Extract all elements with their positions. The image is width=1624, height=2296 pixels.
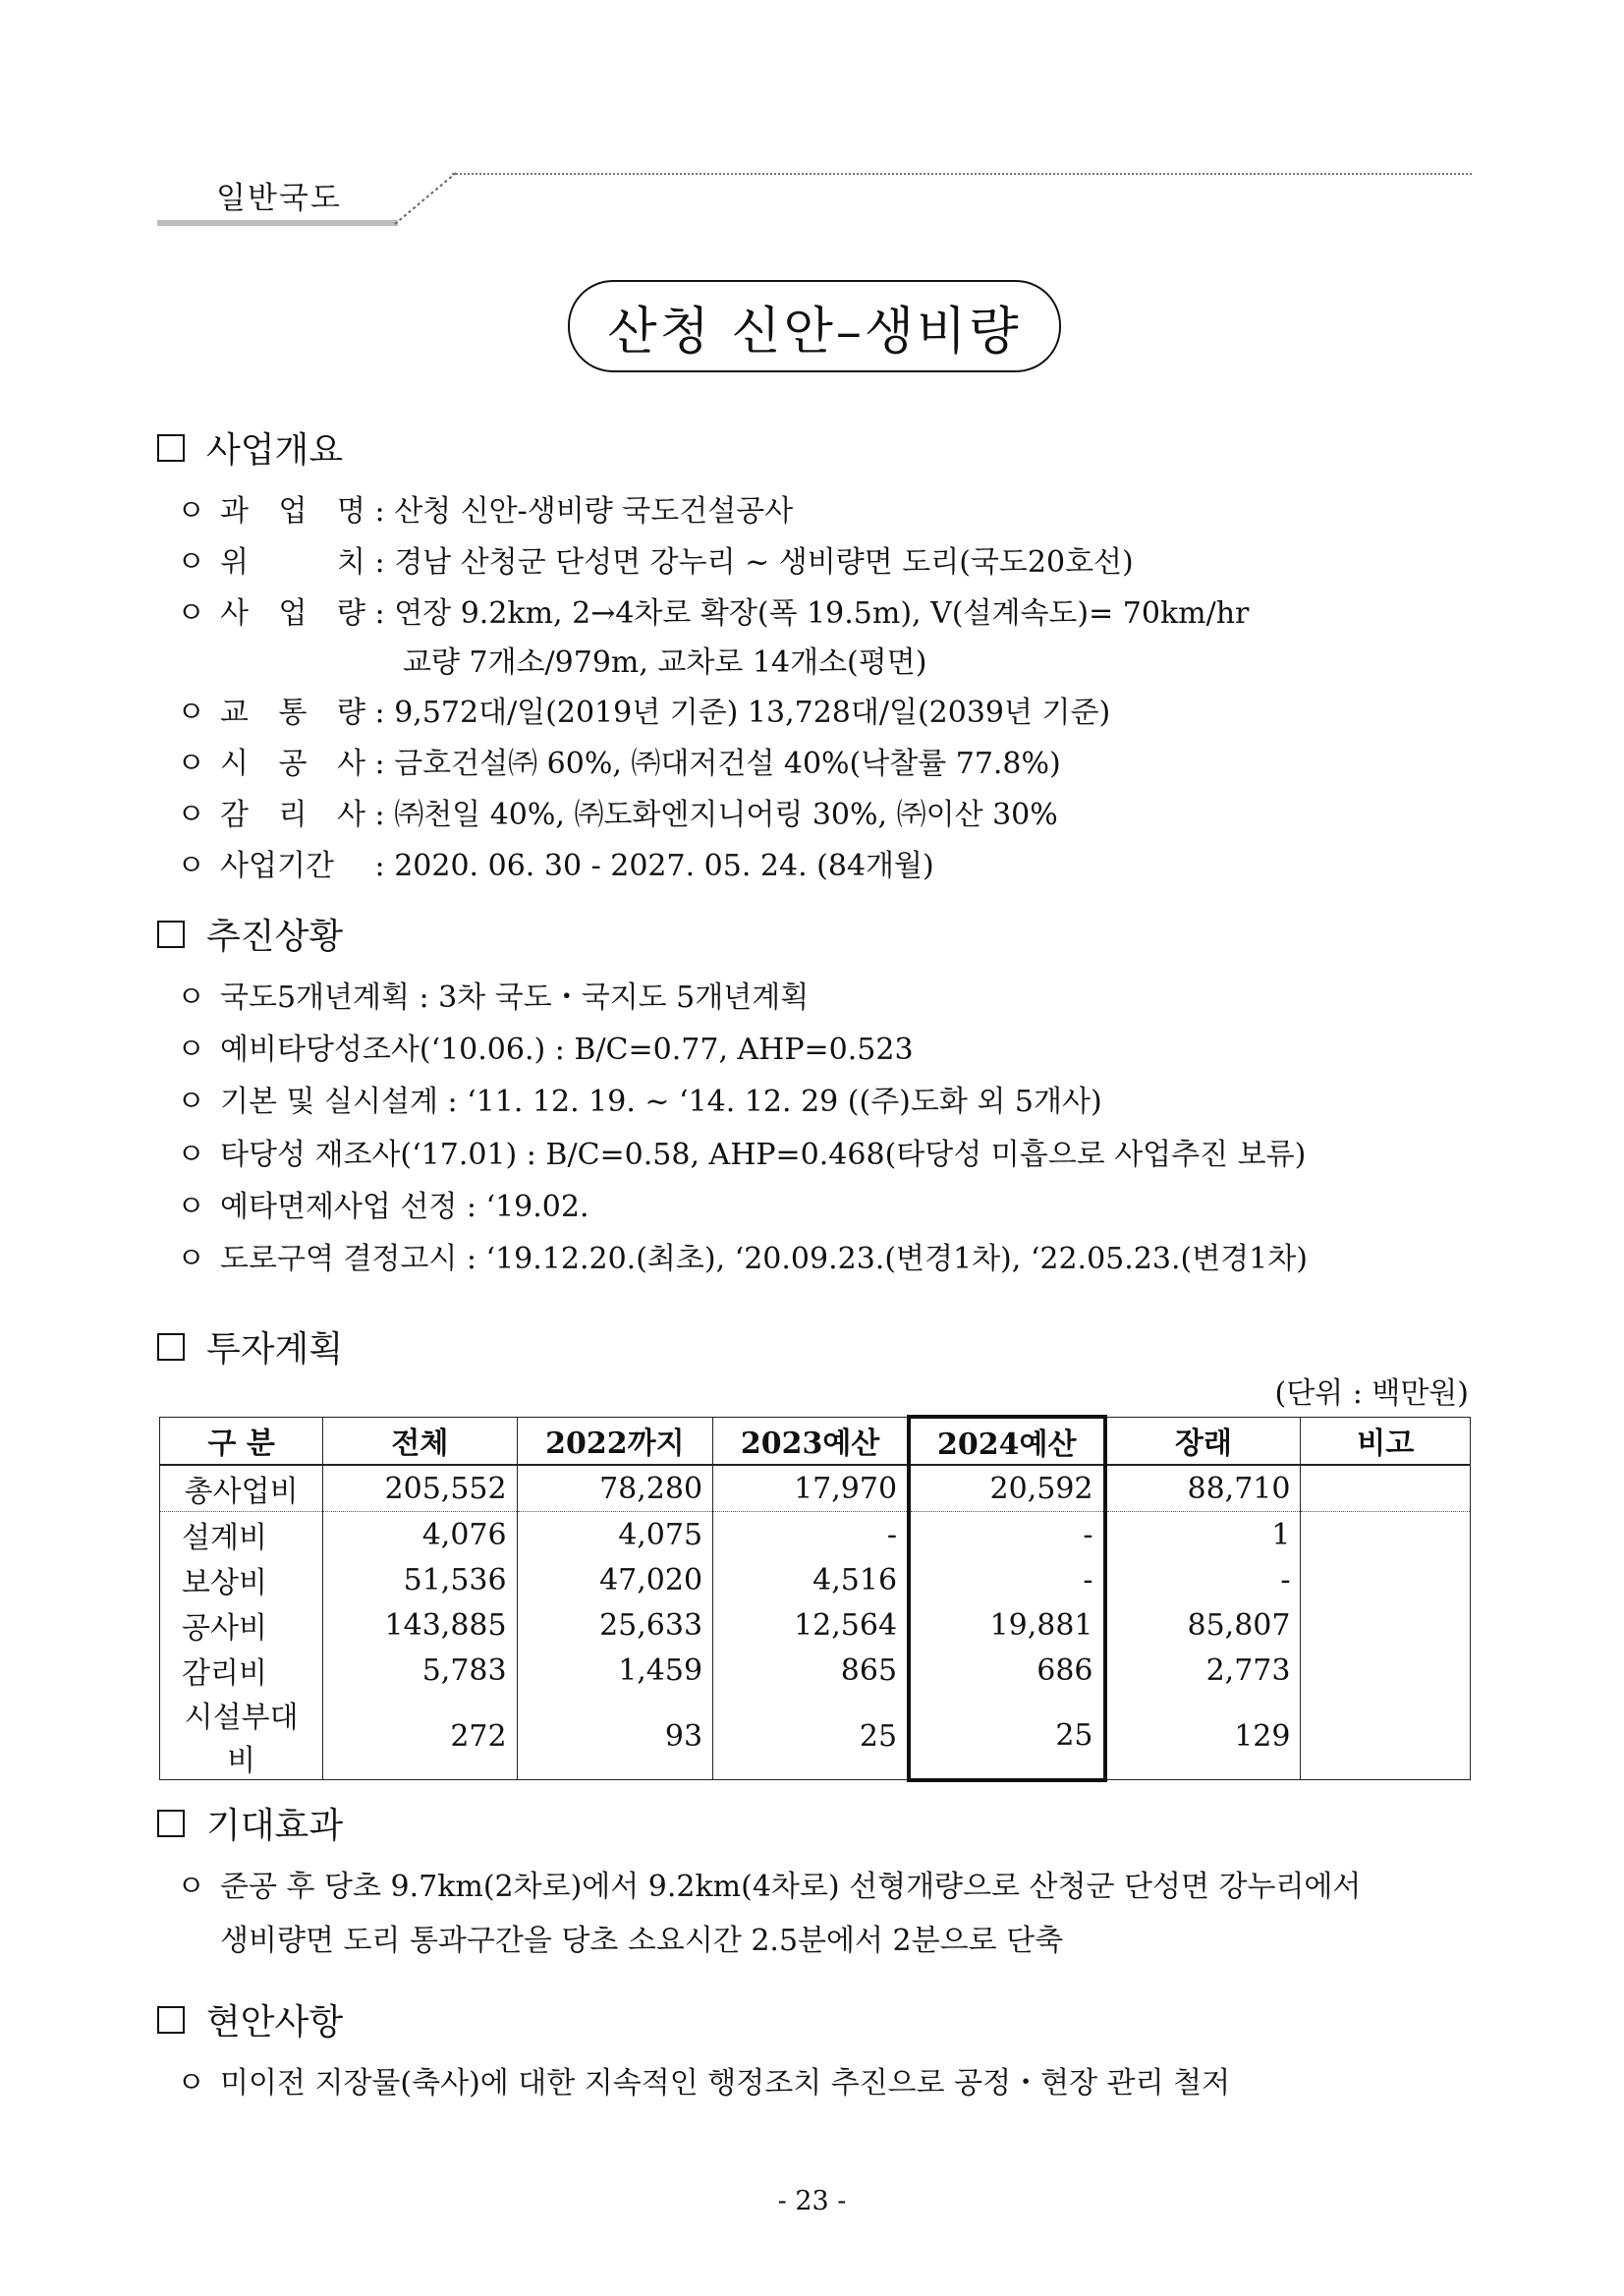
table-cell: 93 [517, 1693, 712, 1780]
checkbox-square-icon [157, 1333, 185, 1361]
table-cell [1301, 1648, 1471, 1693]
header-underline [157, 220, 398, 226]
bullet-icon: ㅇ [177, 849, 205, 883]
overview-item: ㅇ 교 통 량 : 9,572대/일(2019년 기준) 13,728대/일(2039년 기준) [177, 688, 1110, 731]
checkbox-square-icon [157, 2006, 185, 2034]
section-progress-title: 추진상황 [206, 917, 344, 957]
table-cell: 1 [1105, 1512, 1301, 1558]
effects-item: ㅇ 준공 후 당초 9.7km(2차로)에서 9.2km(4차로) 선형개량으로 산청군 단성면 강누리에서 [177, 1862, 1361, 1905]
bullet-icon: ㅇ [177, 1242, 205, 1276]
table-cell: - [909, 1557, 1104, 1602]
bullet-icon: ㅇ [177, 1085, 205, 1119]
table-cell: 20,592 [909, 1465, 1104, 1512]
header-label: 일반국도 [216, 181, 342, 216]
table-cell: 129 [1105, 1693, 1301, 1780]
section-investment [157, 1321, 343, 1372]
table-cell: 설계비 [160, 1512, 323, 1558]
table-header-cell: 전체 [323, 1417, 517, 1465]
table-header-cell-highlighted: 2024예산 [909, 1417, 1104, 1465]
table-cell: 5,783 [323, 1648, 517, 1693]
table-cell: 4,516 [713, 1557, 909, 1602]
table-cell: 686 [909, 1648, 1104, 1693]
progress-item: ㅇ 도로구역 결정고시 : ‘19.12.20.(최초), ‘20.09.23.(변경1차), ‘22.05.23.(변경1차) [177, 1234, 1308, 1277]
table-cell: 143,885 [323, 1602, 517, 1648]
checkbox-square-icon [157, 1810, 185, 1837]
table-cell: 감리비 [160, 1648, 323, 1693]
bullet-icon: ㅇ [177, 1033, 205, 1067]
issues-item: ㅇ 미이전 지장물(축사)에 대한 지속적인 행정조치 추진으로 공정・현장 관리 철저 [177, 2058, 1230, 2101]
table-row [160, 1465, 1471, 1512]
table-cell [1301, 1602, 1471, 1648]
progress-item: ㅇ 예비타당성조사(‘10.06.) : B/C=0.77, AHP=0.523 [177, 1025, 914, 1068]
table-cell: 4,076 [323, 1512, 517, 1558]
table-cell: 12,564 [713, 1602, 909, 1648]
table-header-cell: 구 분 [160, 1417, 323, 1465]
header-slash-decoration [391, 169, 460, 226]
table-cell: 시설부대비 [160, 1693, 323, 1780]
table-cell: 25,633 [517, 1602, 712, 1648]
table-cell: 25 [713, 1693, 909, 1780]
table-header-cell: 비고 [1301, 1417, 1471, 1465]
table-row [160, 1557, 1471, 1602]
table-cell: 865 [713, 1648, 909, 1693]
table-header-cell: 2022까지 [517, 1417, 712, 1465]
overview-item: ㅇ 과 업 명 : 산청 신안-생비량 국도건설공사 [177, 486, 793, 530]
progress-item: ㅇ 예타면제사업 선정 : ‘19.02. [177, 1182, 589, 1225]
table-cell: 공사비 [160, 1602, 323, 1648]
table-cell: 88,710 [1105, 1465, 1301, 1512]
bullet-icon: ㅇ [177, 1870, 205, 1904]
section-effects-title: 기대효과 [206, 1806, 344, 1846]
section-overview [157, 422, 343, 473]
table-cell: - [1105, 1557, 1301, 1602]
bullet-icon: ㅇ [177, 2066, 205, 2100]
table-cell [1301, 1557, 1471, 1602]
table-cell: 총사업비 [160, 1465, 323, 1512]
section-investment-title: 투자계획 [206, 1329, 344, 1370]
table-cell: 205,552 [323, 1465, 517, 1512]
bullet-icon: ㅇ [177, 545, 205, 580]
page-number: - 23 - [777, 2186, 847, 2216]
bullet-icon: ㅇ [177, 980, 205, 1015]
table-cell: 17,970 [713, 1465, 909, 1512]
progress-item: ㅇ 기본 및 실시설계 : ‘11. 12. 19. ~ ‘14. 12. 29 ((주)도화 외 5개사) [177, 1077, 1102, 1120]
table-header-cell: 2023예산 [713, 1417, 909, 1465]
section-progress [157, 909, 343, 959]
header-dotted-line [452, 173, 1472, 175]
page-title [568, 280, 1061, 372]
bullet-icon: ㅇ [177, 494, 205, 529]
table-cell: 19,881 [909, 1602, 1104, 1648]
progress-item: ㅇ 타당성 재조사(‘17.01) : B/C=0.58, AHP=0.468(타당성 미흡으로 사업추진 보류) [177, 1130, 1306, 1173]
table-cell: 51,536 [323, 1557, 517, 1602]
overview-item: ㅇ 감 리 사 : ㈜천일 40%, ㈜도화엔지니어링 30%, ㈜이산 30% [177, 790, 1058, 833]
table-cell: 2,773 [1105, 1648, 1301, 1693]
table-cell [1301, 1512, 1471, 1558]
section-effects [157, 1798, 343, 1848]
overview-item: ㅇ 시 공 사 : 금호건설㈜ 60%, ㈜대저건설 40%(낙찰률 77.8%) [177, 739, 1061, 782]
table-cell: - [713, 1512, 909, 1558]
bullet-icon: ㅇ [177, 1138, 205, 1172]
table-row [160, 1648, 1471, 1693]
checkbox-square-icon [157, 434, 185, 462]
progress-item: ㅇ 국도5개년계획 : 3차 국도・국지도 5개년계획 [177, 973, 809, 1016]
table-cell: 보상비 [160, 1557, 323, 1602]
section-issues-title: 현안사항 [206, 2002, 344, 2043]
overview-item: ㅇ 위 치 : 경남 산청군 단성면 강누리 ~ 생비량면 도리(국도20호선) [177, 537, 1134, 581]
section-issues [157, 1994, 343, 2044]
bullet-icon: ㅇ [177, 1190, 205, 1224]
table-cell: 25 [909, 1693, 1104, 1780]
bullet-icon: ㅇ [177, 596, 205, 631]
effects-item-continuation: 생비량면 도리 통과구간을 당초 소요시간 2.5분에서 2분으로 단축 [220, 1924, 1064, 1958]
table-header-cell: 장래 [1105, 1417, 1301, 1465]
overview-item: ㅇ 사업기간 : 2020. 06. 30 - 2027. 05. 24. (84개월) [177, 841, 934, 884]
table-cell [1301, 1465, 1471, 1512]
table-row [160, 1512, 1471, 1558]
investment-table [159, 1415, 1471, 1782]
table-cell: 47,020 [517, 1557, 712, 1602]
table-cell [1301, 1693, 1471, 1780]
section-overview-title: 사업개요 [206, 430, 344, 471]
table-cell: 272 [323, 1693, 517, 1780]
page-header [157, 169, 1472, 228]
table-cell: 4,075 [517, 1512, 712, 1558]
unit-label: (단위 : 백만원) [1274, 1376, 1469, 1411]
checkbox-square-icon [157, 921, 185, 948]
bullet-icon: ㅇ [177, 696, 205, 730]
table-cell: 85,807 [1105, 1602, 1301, 1648]
table-cell: - [909, 1512, 1104, 1558]
table-header-row [160, 1417, 1471, 1465]
table-cell: 1,459 [517, 1648, 712, 1693]
bullet-icon: ㅇ [177, 747, 205, 781]
overview-continuation: 교량 7개소/979m, 교차로 14개소(평면) [403, 645, 927, 680]
table-cell: 78,280 [517, 1465, 712, 1512]
overview-item: ㅇ 사 업 량 : 연장 9.2km, 2→4차로 확장(폭 19.5m), V(설계속도)= 70km/hr [177, 588, 1249, 632]
table-row [160, 1693, 1471, 1780]
bullet-icon: ㅇ [177, 798, 205, 832]
table-row [160, 1602, 1471, 1648]
page-title-text: 산청 신안–생비량 [607, 302, 1022, 362]
